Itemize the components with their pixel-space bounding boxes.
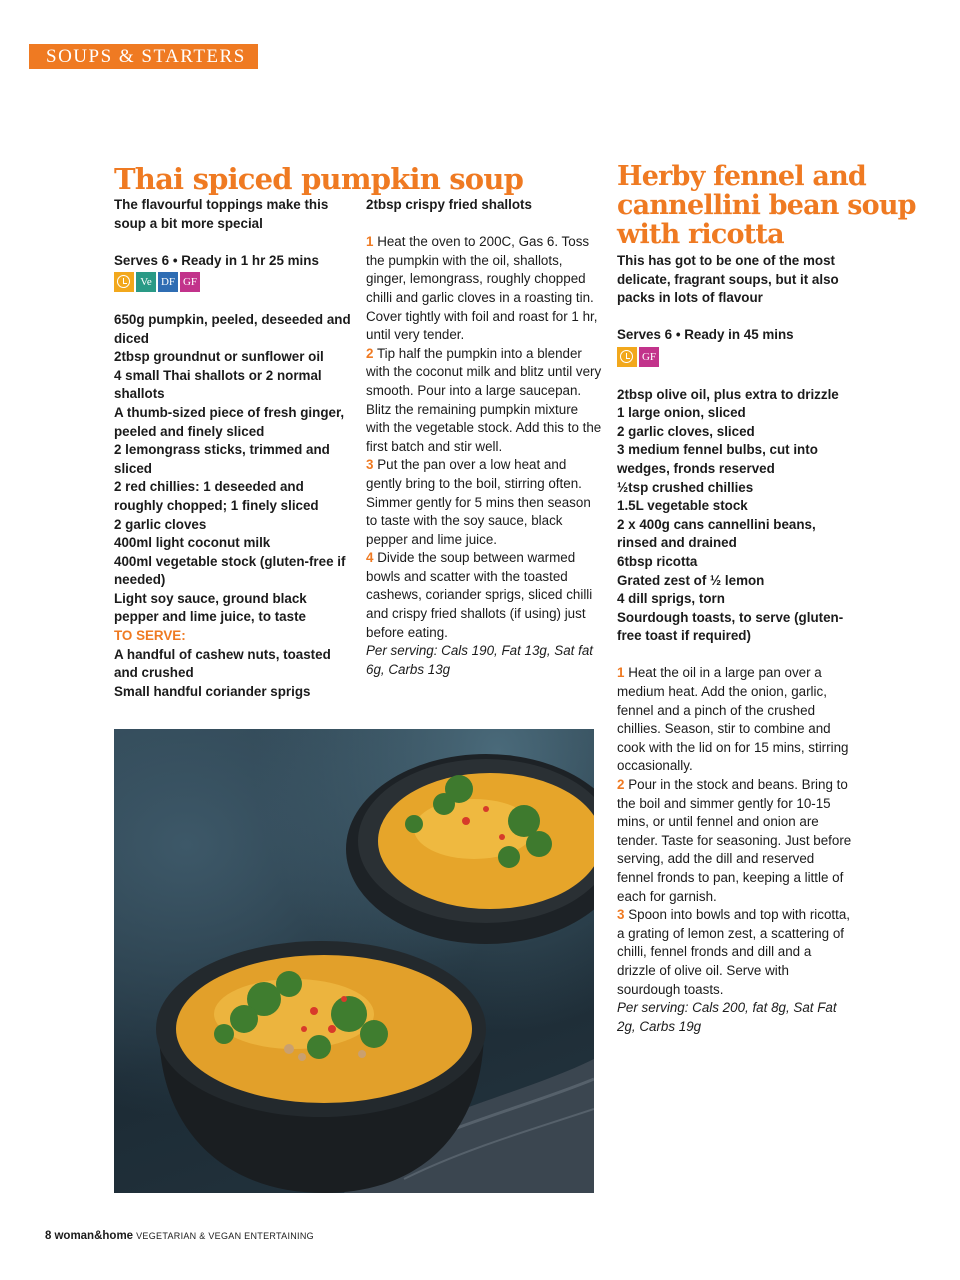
step-number: 1 — [366, 234, 374, 250]
gluten-free-badge: GF — [180, 272, 200, 292]
recipe1-intro: The flavourful toppings make this soup a bit more special — [114, 197, 329, 231]
step-text: Heat the oil in a large pan over a medium heat. Add the onion, garlic, fennel and a pinch of the crushed chillies. Season, stir to combine and cook with the lid on for 15 mins, stirring occasionally. — [617, 665, 849, 774]
ingredient: 4 dill sprigs, torn — [617, 591, 725, 607]
recipe1-method-column — [366, 196, 602, 679]
ingredient: 2 lemongrass sticks, trimmed and sliced — [114, 442, 330, 476]
step-number: 4 — [366, 550, 374, 566]
gluten-free-badge: GF — [639, 347, 659, 367]
to-serve-item: 2tbsp crispy fried shallots — [366, 197, 532, 212]
step-number: 3 — [366, 457, 374, 473]
recipe1-diet-badges — [114, 272, 352, 292]
ingredient: 650g pumpkin, peeled, deseeded and diced — [114, 311, 351, 346]
recipe2-nutrition: Per serving: Cals 200, fat 8g, Sat Fat 2g, Carbs 19g — [617, 1000, 837, 1034]
recipe2-column — [617, 252, 853, 1036]
method-step — [617, 664, 853, 776]
step-text: Pour in the stock and beans. Bring to the boil and simmer gently for 10-15 mins, or until fennel and onion are tender. Taste for seasoning. Just before serving, add the dill and reserved fennel fronds to pan, keeping a little of each for garnish. — [617, 777, 852, 904]
clock-icon — [617, 347, 637, 367]
ingredient: 2 garlic cloves — [114, 516, 207, 532]
ingredient: 2 red chillies: 1 deseeded and roughly chopped; 1 finely sliced — [114, 479, 319, 513]
recipe2-intro: This has got to be one of the most delicate, fragrant soups, but it also packs in lots of flavour — [617, 253, 839, 306]
step-number: 3 — [617, 907, 625, 923]
ingredient: 6tbsp ricotta — [617, 553, 698, 569]
step-number: 1 — [617, 665, 625, 681]
pumpkin-soup-photo — [114, 729, 594, 1193]
step-text: Heat the oven to 200C, Gas 6. Toss the pumpkin with the oil, shallots, ginger, lemongrass, roughly chopped chilli and garlic cloves in a roasting tin. Cover tightly with foil and roast for 1 hr, until very tender. — [366, 234, 598, 343]
recipe2-diet-badges — [617, 347, 853, 367]
clock-icon — [114, 272, 134, 292]
recipe1-ingredients — [114, 311, 352, 627]
dairy-free-badge: DF — [158, 272, 178, 292]
section-banner: SOUPS & STARTERS — [29, 44, 258, 69]
method-step — [366, 233, 602, 345]
ingredient: 4 small Thai shallots or 2 normal shallots — [114, 367, 322, 402]
soup-bowls-illustration — [114, 729, 594, 1193]
ingredient: Grated zest of ½ lemon — [617, 572, 765, 588]
to-serve-item: A handful of cashew nuts, toasted and crushed — [114, 646, 331, 681]
step-text: Tip half the pumpkin into a blender with the coconut milk and blitz until very smooth. Pour into a large saucepan. Blitz the remaining pumpkin mixture with the vegetable stock. Add this to the first batch and stir well. — [366, 345, 602, 454]
ingredient: A thumb-sized piece of fresh ginger, peeled and finely sliced — [114, 404, 345, 439]
vegan-badge: Ve — [136, 272, 156, 292]
to-serve-heading: TO SERVE: — [114, 628, 186, 644]
method-step — [617, 776, 853, 906]
ingredient: 2 garlic cloves, sliced — [617, 423, 755, 439]
ingredient: Sourdough toasts, to serve (gluten-free toast if required) — [617, 609, 844, 644]
recipe2-serves: Serves 6 • Ready in 45 mins — [617, 327, 794, 343]
step-number: 2 — [366, 345, 374, 361]
ingredient: 1.5L vegetable stock — [617, 498, 748, 514]
recipe1-title: Thai spiced pumpkin soup — [114, 162, 524, 196]
ingredient: 1 large onion, sliced — [617, 405, 746, 421]
method-step — [366, 456, 602, 549]
recipe1-nutrition: Per serving: Cals 190, Fat 13g, Sat fat 6g, Carbs 13g — [366, 643, 594, 677]
recipe1-left-column — [114, 196, 352, 701]
method-step — [366, 549, 602, 642]
to-serve-item: Small handful coriander sprigs — [114, 683, 311, 699]
ingredient: 400ml vegetable stock (gluten-free if needed) — [114, 553, 346, 588]
ingredient: 2tbsp olive oil, plus extra to drizzle — [617, 386, 839, 402]
ingredient: 2tbsp groundnut or sunflower oil — [114, 349, 324, 365]
recipe2-title: Herby fennel and cannellini bean soup with ricotta — [617, 161, 916, 250]
recipe1-serves: Serves 6 • Ready in 1 hr 25 mins — [114, 252, 319, 268]
ingredient: Light soy sauce, ground black pepper and lime juice, to taste — [114, 590, 307, 625]
magazine-name: woman&home — [54, 1230, 134, 1242]
step-text: Spoon into bowls and top with ricotta, a grating of lemon zest, a scattering of chilli, fennel fronds and dill and a drizzle of olive oil. Serve with sourdough toasts. — [617, 907, 851, 997]
recipe2-ingredients — [617, 386, 853, 646]
step-number: 2 — [617, 777, 625, 793]
method-step — [366, 345, 602, 457]
page-footer — [45, 1230, 314, 1242]
ingredient: 400ml light coconut milk — [114, 535, 271, 551]
ingredient: 2 x 400g cans cannellini beans, rinsed and drained — [617, 516, 816, 551]
step-text: Put the pan over a low heat and gently bring to the boil, stirring often. Simmer gently for 5 mins then season to taste with the soy sauce, black pepper and lime juice. — [366, 457, 591, 547]
page-number: 8 — [45, 1230, 52, 1242]
step-text: Divide the soup between warmed bowls and scatter with the toasted cashews, coriander sprigs, sliced chilli and crispy fried shallots (if using) just before eating. — [366, 550, 593, 640]
magazine-subtitle: VEGETARIAN & VEGAN ENTERTAINING — [136, 1231, 314, 1241]
ingredient: 3 medium fennel bulbs, cut into wedges, fronds reserved — [617, 442, 818, 476]
ingredient: ½tsp crushed chillies — [617, 479, 754, 495]
method-step — [617, 906, 853, 999]
